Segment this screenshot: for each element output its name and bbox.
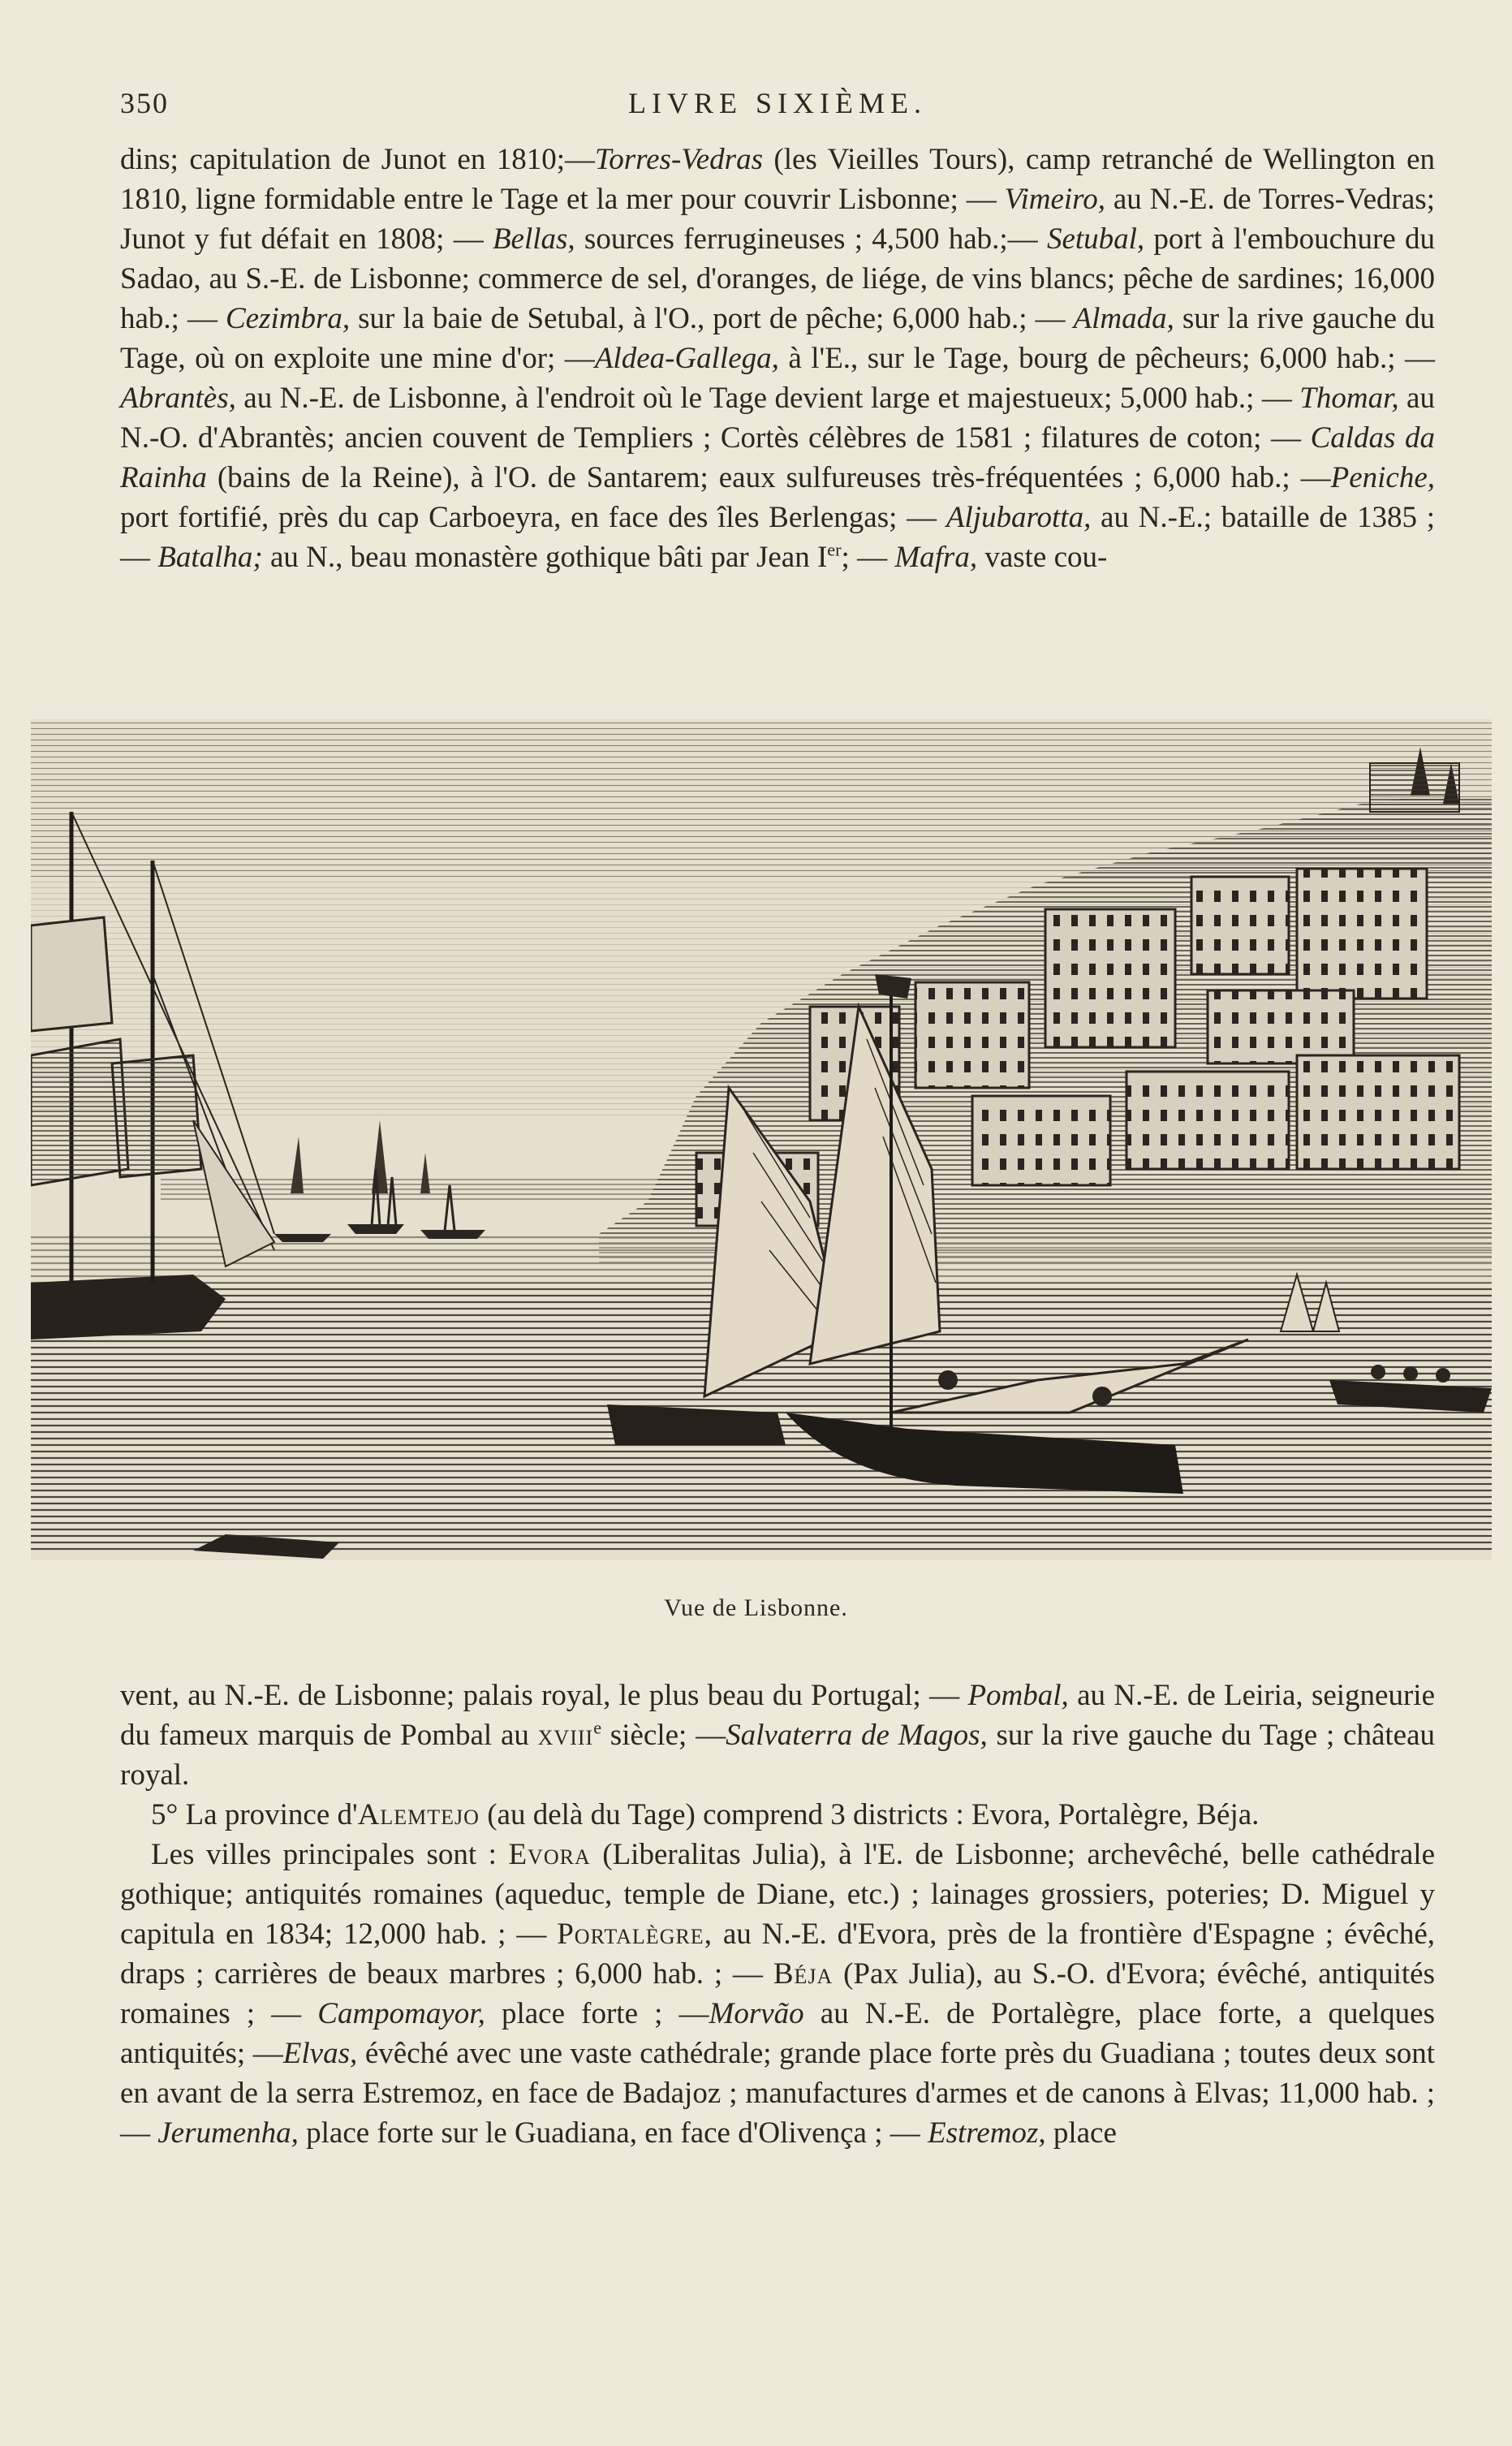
paragraph-villes-principales: Les villes principales sont : Evora (Liberalitas Julia), à l'E. de Lisbonne; archevêché, belle cathédrale gothique; antiquités romaines (aqueduc, temple de Diane, etc.) ; lainages grossiers, poteries; D. Miguel y capitula en 1834; 12,000 hab. ; — Portalègre, au N.-E. d'Evora, près de la frontière d'Espagne ; évêché, draps ; carrières de beaux marbres ; 6,000 hab. ; — Béja (Pax Julia), au S.-O. d'Evora; évêché, antiquités romaines ; — Campomayor, place forte ; —Morvão au N.-E. de Portalègre, place forte, a quelques antiquités; —Elvas, évêché avec une vaste cathédrale; grande place forte près du Guadiana ; toutes deux sont en avant de la serra Estremoz, en face de Badajoz ; manufactures d'armes et de canons à Elvas; 11,000 hab. ; — Jerumenha, place forte sur le Guadiana, en face d'Olivença ; — Estremoz, place [120, 1838, 1436, 2150]
paragraph-continued: dins; capitulation de Junot en 1810;—Torres-Vedras (les Vieilles Tours), camp retranché de Wellington en 1810, ligne formidable entre le Tage et la mer pour couvrir Lisbonne; — Vimeiro, au N.-E. de Torres-Vedras; Junot y fut défait en 1808; — Bellas, sources ferrugineuses ; 4,500 hab.;— Setubal, port à l'embouchure du Sadao, au S.-E. de Lisbonne; commerce de sel, d'oranges, de liége, de vins blancs; pêche de sardines; 16,000 hab.; — Cezimbra, sur la baie de Setubal, à l'O., port de pêche; 6,000 hab.; — Almada, sur la rive gauche du Tage, où on exploite une mine d'or; —Aldea-Gallega, à l'E., sur le Tage, bourg de pêcheurs; 6,000 hab.; — Abrantès, au N.-E. de Lisbonne, à l'endroit où le Tage devient large et majestueux; 5,000 hab.; — Thomar, au N.-O. d'Abrantès; ancien couvent de Templiers ; Cortès célèbres de 1581 ; filatures de coton; — Caldas da Rainha (bains de la Reine), à l'O. de Santarem; eaux sulfureuses très-fréquentées ; 6,000 hab.; —Peniche, port fortifié, près du cap Carboeyra, en face des îles Berlengas; — Aljubarotta, au N.-E.; bataille de 1385 ; — Batalha; au N., beau monastère gothique bâti par Jean Ier; — Mafra, vaste cou- [120, 143, 1436, 574]
engraving-vue-de-lisbonne [31, 714, 1492, 1575]
page-number: 350 [120, 87, 169, 119]
paragraph-mafra-continued: vent, au N.-E. de Lisbonne; palais royal, le plus beau du Portugal; — Pombal, au N.-E. de Leiria, seigneurie du fameux marquis de Pombal au xviii$^e$ siècle; —Salvaterra de Magos, sur la rive gauche du Tage ; château royal. [120, 1679, 1435, 1792]
figure-caption: Vue de Lisbonne. [664, 1594, 848, 1621]
page-header [120, 80, 1435, 125]
paragraph-alemtejo: 5° La province d'Alemtejo (au delà du Tage) comprend 3 districts : Evora, Portalègre, Béja. [151, 1798, 1260, 1831]
text-block-top [120, 140, 1435, 577]
running-title: LIVRE SIXIÈME. [628, 87, 927, 119]
text-block-bottom [120, 1676, 1435, 2153]
